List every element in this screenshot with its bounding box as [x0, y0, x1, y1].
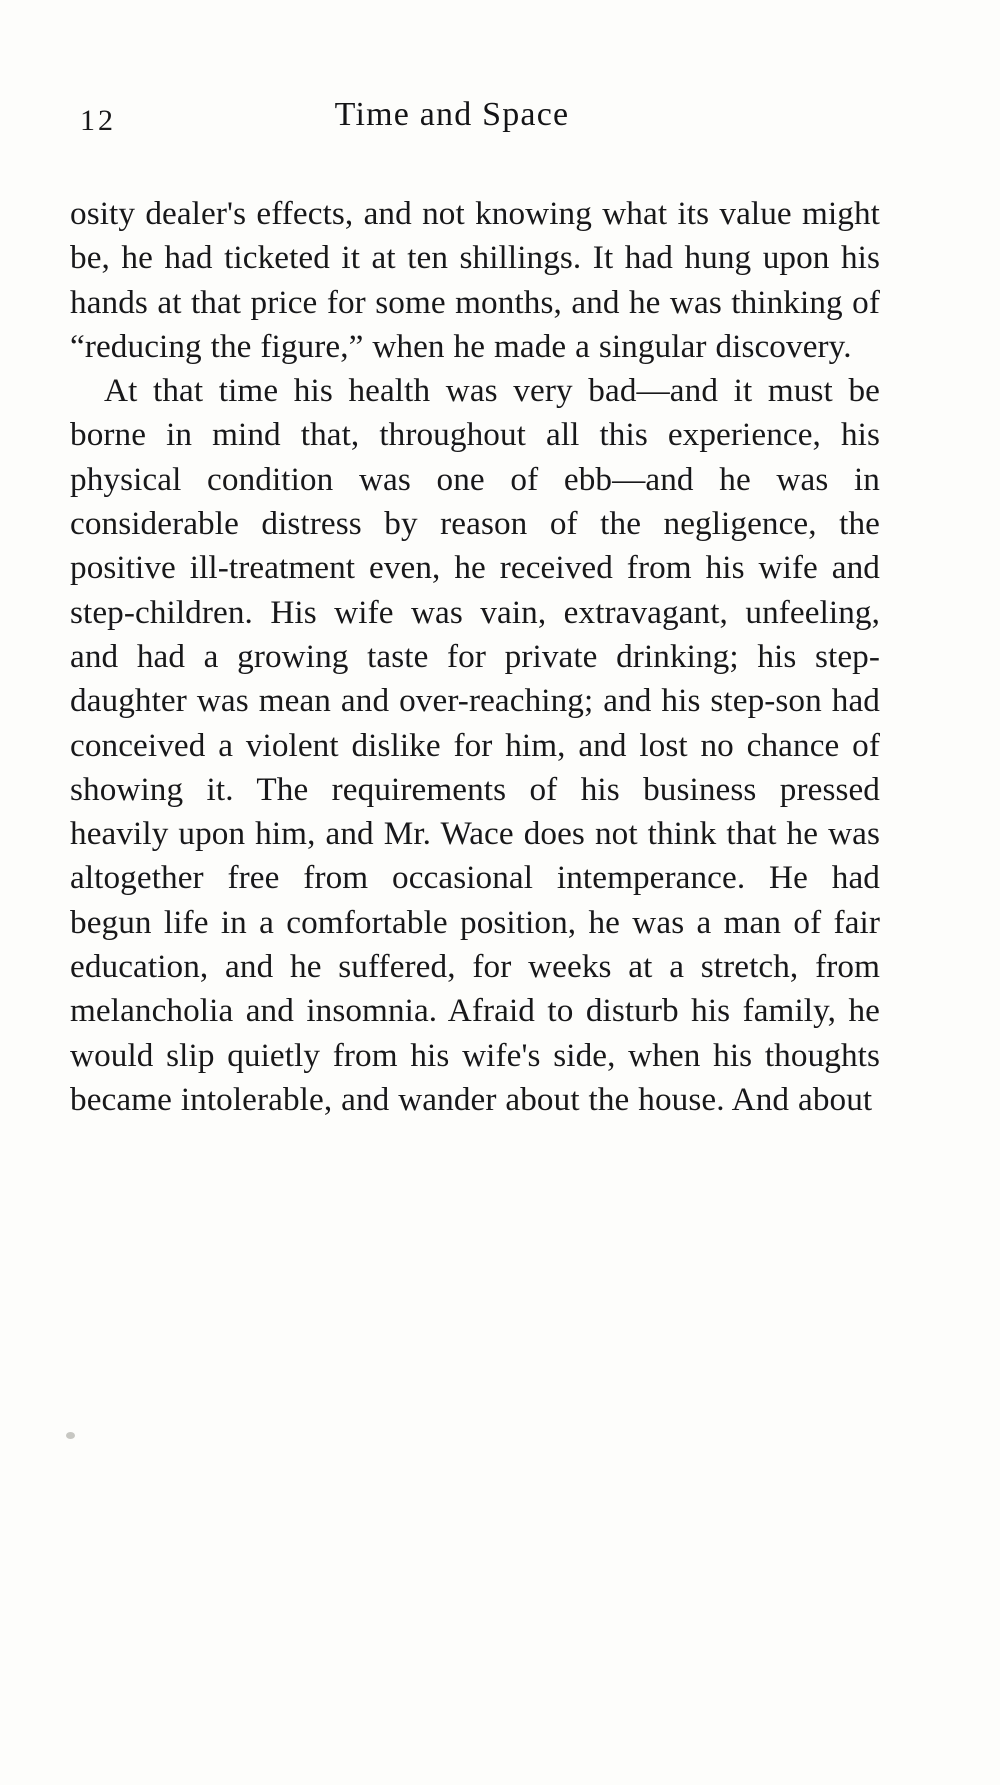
paragraph-1: osity dealer's effects, and not knowing what its value might be, he had ticketed it at ten shillings. It had hung upon his hands at that price for some months, and he was thinking of “reducing the figure,” when he made a singular discovery.	[70, 195, 880, 365]
page-number: 12	[80, 104, 116, 137]
page-smudge-mark	[66, 1432, 75, 1439]
paragraph-2: At that time his health was very bad—and it must be borne in mind that, throughout all this experience, his physical condition was one of ebb—and he was in considerable distress by reason of the negligence, the positive ill-treatment even, he received from his wife and step-children. His wife was vain, extravagant, unfeeling, and had a growing taste for private drinking; his step-daughter was mean and over-reaching; and his step-son had conceived a violent dislike for him, and lost no chance of showing it. The requirements of his business pressed heavily upon him, and Mr. Wace does not think that he was altogether free from occasional intemperance. He had begun life in a comfortable position, he was a man of fair education, and he suffered, for weeks at a stretch, from melancholia and insomnia. Afraid to disturb his family, he would slip quietly from his wife's side, when his thoughts became intolerable, and wander about the house. And about	[70, 372, 880, 1118]
body-text	[70, 192, 880, 1122]
page-header	[72, 96, 832, 156]
running-title: Time and Space	[334, 96, 570, 133]
